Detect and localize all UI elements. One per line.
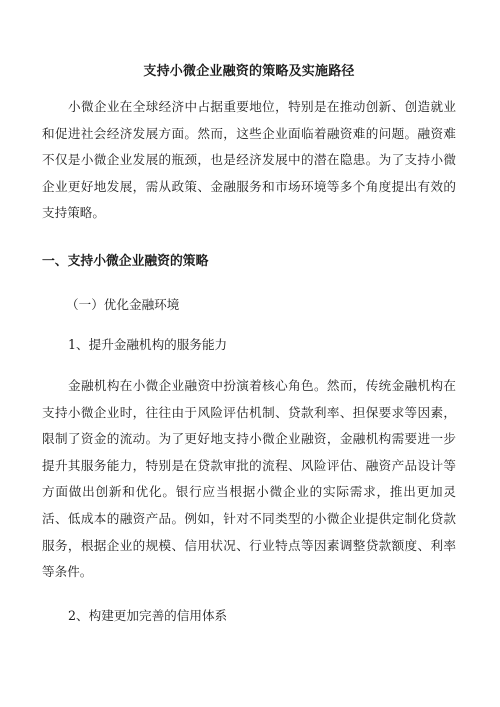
intro-paragraph: 小微企业在全球经济中占据重要地位，特别是在推动创新、创造就业和促进社会经济发展方面。然而，这些企业面临着融资难的问题。融资难不仅是小微企业发展的瓶颈，也是经济发展中的潜在隐患。为了支持小微企业更好地发展，需从政策、金融服务和市场环境等多个角度提出有效的支持策略。 [42, 99, 456, 221]
document-title: 支持小微企业融资的策略及实施路径 [143, 64, 355, 79]
item-heading-credit-system: 2、构建更加完善的信用体系 [68, 607, 228, 623]
service-capability-paragraph: 金融机构在小微企业融资中扮演着核心角色。然而，传统金融机构在支持小微企业时，往往由于风险评估机制、贷款利率、担保要求等因素，限制了资金的流动。为了更好地支持小微企业融资，金融机构需要进一步提升其服务能力，特别是在贷款审批的流程、风险评估、融资产品设计等方面做出创新和优化。银行应当根据小微企业的实际需求，推出更加灵活、低成本的融资产品。例如，针对不同类型的小微企业提供定制化贷款服务，根据企业的规模、信用状况、行业特点等因素调整贷款额度、利率等条件。 [42, 377, 456, 580]
section-heading-strategies: 一、支持小微企业融资的策略 [42, 253, 209, 269]
subsection-heading-financial-environment: （一）优化金融环境 [66, 296, 180, 312]
item-heading-service-capability: 1、提升金融机构的服务能力 [68, 336, 228, 352]
